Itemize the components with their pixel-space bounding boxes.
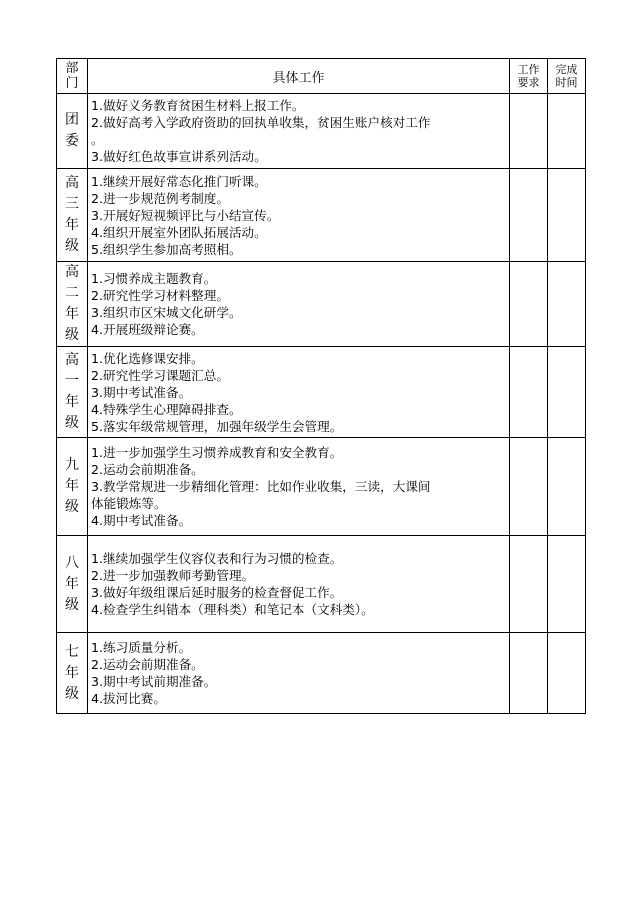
dept-cell — [57, 347, 88, 438]
work-item: 3.做好红色故事宣讲系列活动。 — [91, 149, 267, 164]
requirement-cell — [510, 94, 548, 169]
work-item: 2.进一步加强教师考勤管理。 — [91, 568, 255, 583]
work-item: 3.教学常规进一步精细化管理：比如作业收集，三读，大课间 体能锻炼等。 — [91, 479, 431, 511]
work-item: 1.继续加强学生仪容仪表和行为习惯的检查。 — [91, 551, 343, 566]
table-row — [57, 94, 586, 169]
dept-cell — [57, 438, 88, 536]
work-item: 1.做好义务教育贫困生材料上报工作。 — [91, 98, 305, 113]
header-row — [57, 59, 586, 94]
dept-cell — [57, 169, 88, 262]
requirement-cell — [510, 262, 548, 347]
work-item: 3.组织市区宋城文化研学。 — [91, 305, 242, 320]
header-work-label: 具体工作 — [272, 70, 325, 86]
table-row — [57, 169, 586, 262]
dept-label: 高 三 年 级 — [65, 175, 79, 254]
work-item: 1.继续开展好常态化推门听课。 — [91, 173, 267, 189]
dept-cell — [57, 262, 88, 347]
header-dept — [57, 59, 88, 94]
dept-label: 九 年 级 — [65, 457, 79, 515]
work-item: 5.落实年级常规管理，加强年级学生会管理。 — [91, 418, 343, 434]
work-item: 1.优化选修课安排。 — [91, 350, 204, 366]
dept-cell — [57, 536, 88, 633]
work-cell — [88, 347, 510, 438]
requirement-cell — [510, 347, 548, 438]
completion-cell — [548, 438, 586, 536]
work-cell — [88, 633, 510, 714]
work-item: 3.做好年级组课后延时服务的检查督促工作。 — [91, 585, 343, 600]
header-requirement-label: 工作 要求 — [517, 63, 540, 89]
completion-cell — [548, 169, 586, 262]
work-item: 2.进一步规范例考制度。 — [91, 190, 229, 206]
dept-label: 七 年 级 — [65, 643, 79, 702]
table-row — [57, 347, 586, 438]
requirement-cell — [510, 633, 548, 714]
dept-label: 高 二 年 级 — [65, 264, 79, 343]
work-item: 5.组织学生参加高考照相。 — [91, 241, 242, 257]
work-item: 1.习惯养成主题教育。 — [91, 271, 217, 286]
completion-cell — [548, 347, 586, 438]
work-item: 4.检查学生纠错本（理科类）和笔记本（文科类）。 — [91, 602, 374, 617]
work-cell — [88, 438, 510, 536]
dept-label: 团 委 — [65, 112, 79, 149]
work-item: 4.组织开展室外团队拓展活动。 — [91, 224, 267, 240]
header-completion-label: 完成 时间 — [555, 63, 578, 89]
work-cell — [88, 536, 510, 633]
table-row — [57, 262, 586, 347]
requirement-cell — [510, 536, 548, 633]
dept-label: 八 年 级 — [65, 554, 79, 613]
table-row — [57, 438, 586, 536]
completion-cell — [548, 536, 586, 633]
header-completion — [548, 59, 586, 94]
dept-label: 高 一 年 级 — [65, 352, 79, 431]
work-item: 1.进一步加强学生习惯养成教育和安全教育。 — [91, 445, 343, 460]
work-item: 2.研究性学习材料整理。 — [91, 288, 229, 303]
work-item: 3.期中考试前期准备。 — [91, 674, 217, 689]
work-item: 2.运动会前期准备。 — [91, 462, 204, 477]
work-cell — [88, 94, 510, 169]
work-cell — [88, 262, 510, 347]
requirement-cell — [510, 169, 548, 262]
table-row — [57, 633, 586, 714]
header-dept-label: 部 门 — [65, 61, 79, 91]
completion-cell — [548, 633, 586, 714]
work-item: 4.拔河比赛。 — [91, 691, 166, 706]
work-plan-table — [56, 58, 586, 714]
dept-cell — [57, 94, 88, 169]
work-item: 3.开展好短视频评比与小结宣传。 — [91, 207, 280, 223]
work-item: 4.开展班级辩论赛。 — [91, 322, 204, 337]
work-item: 2.运动会前期准备。 — [91, 657, 204, 672]
table-row — [57, 536, 586, 633]
work-item: 1.练习质量分析。 — [91, 640, 192, 655]
header-requirement — [510, 59, 548, 94]
work-item: 2.研究性学习课题汇总。 — [91, 367, 229, 383]
work-item: 3.期中考试准备。 — [91, 384, 192, 400]
completion-cell — [548, 262, 586, 347]
table-body — [57, 94, 586, 714]
work-item: 4.期中考试准备。 — [91, 513, 192, 528]
work-item: 2.做好高考入学政府资助的回执单收集，贫困生账户核对工作 。 — [91, 115, 431, 147]
work-cell — [88, 169, 510, 262]
requirement-cell — [510, 438, 548, 536]
work-item: 4.特殊学生心理障碍排查。 — [91, 401, 242, 417]
completion-cell — [548, 94, 586, 169]
header-work — [88, 59, 510, 94]
dept-cell — [57, 633, 88, 714]
